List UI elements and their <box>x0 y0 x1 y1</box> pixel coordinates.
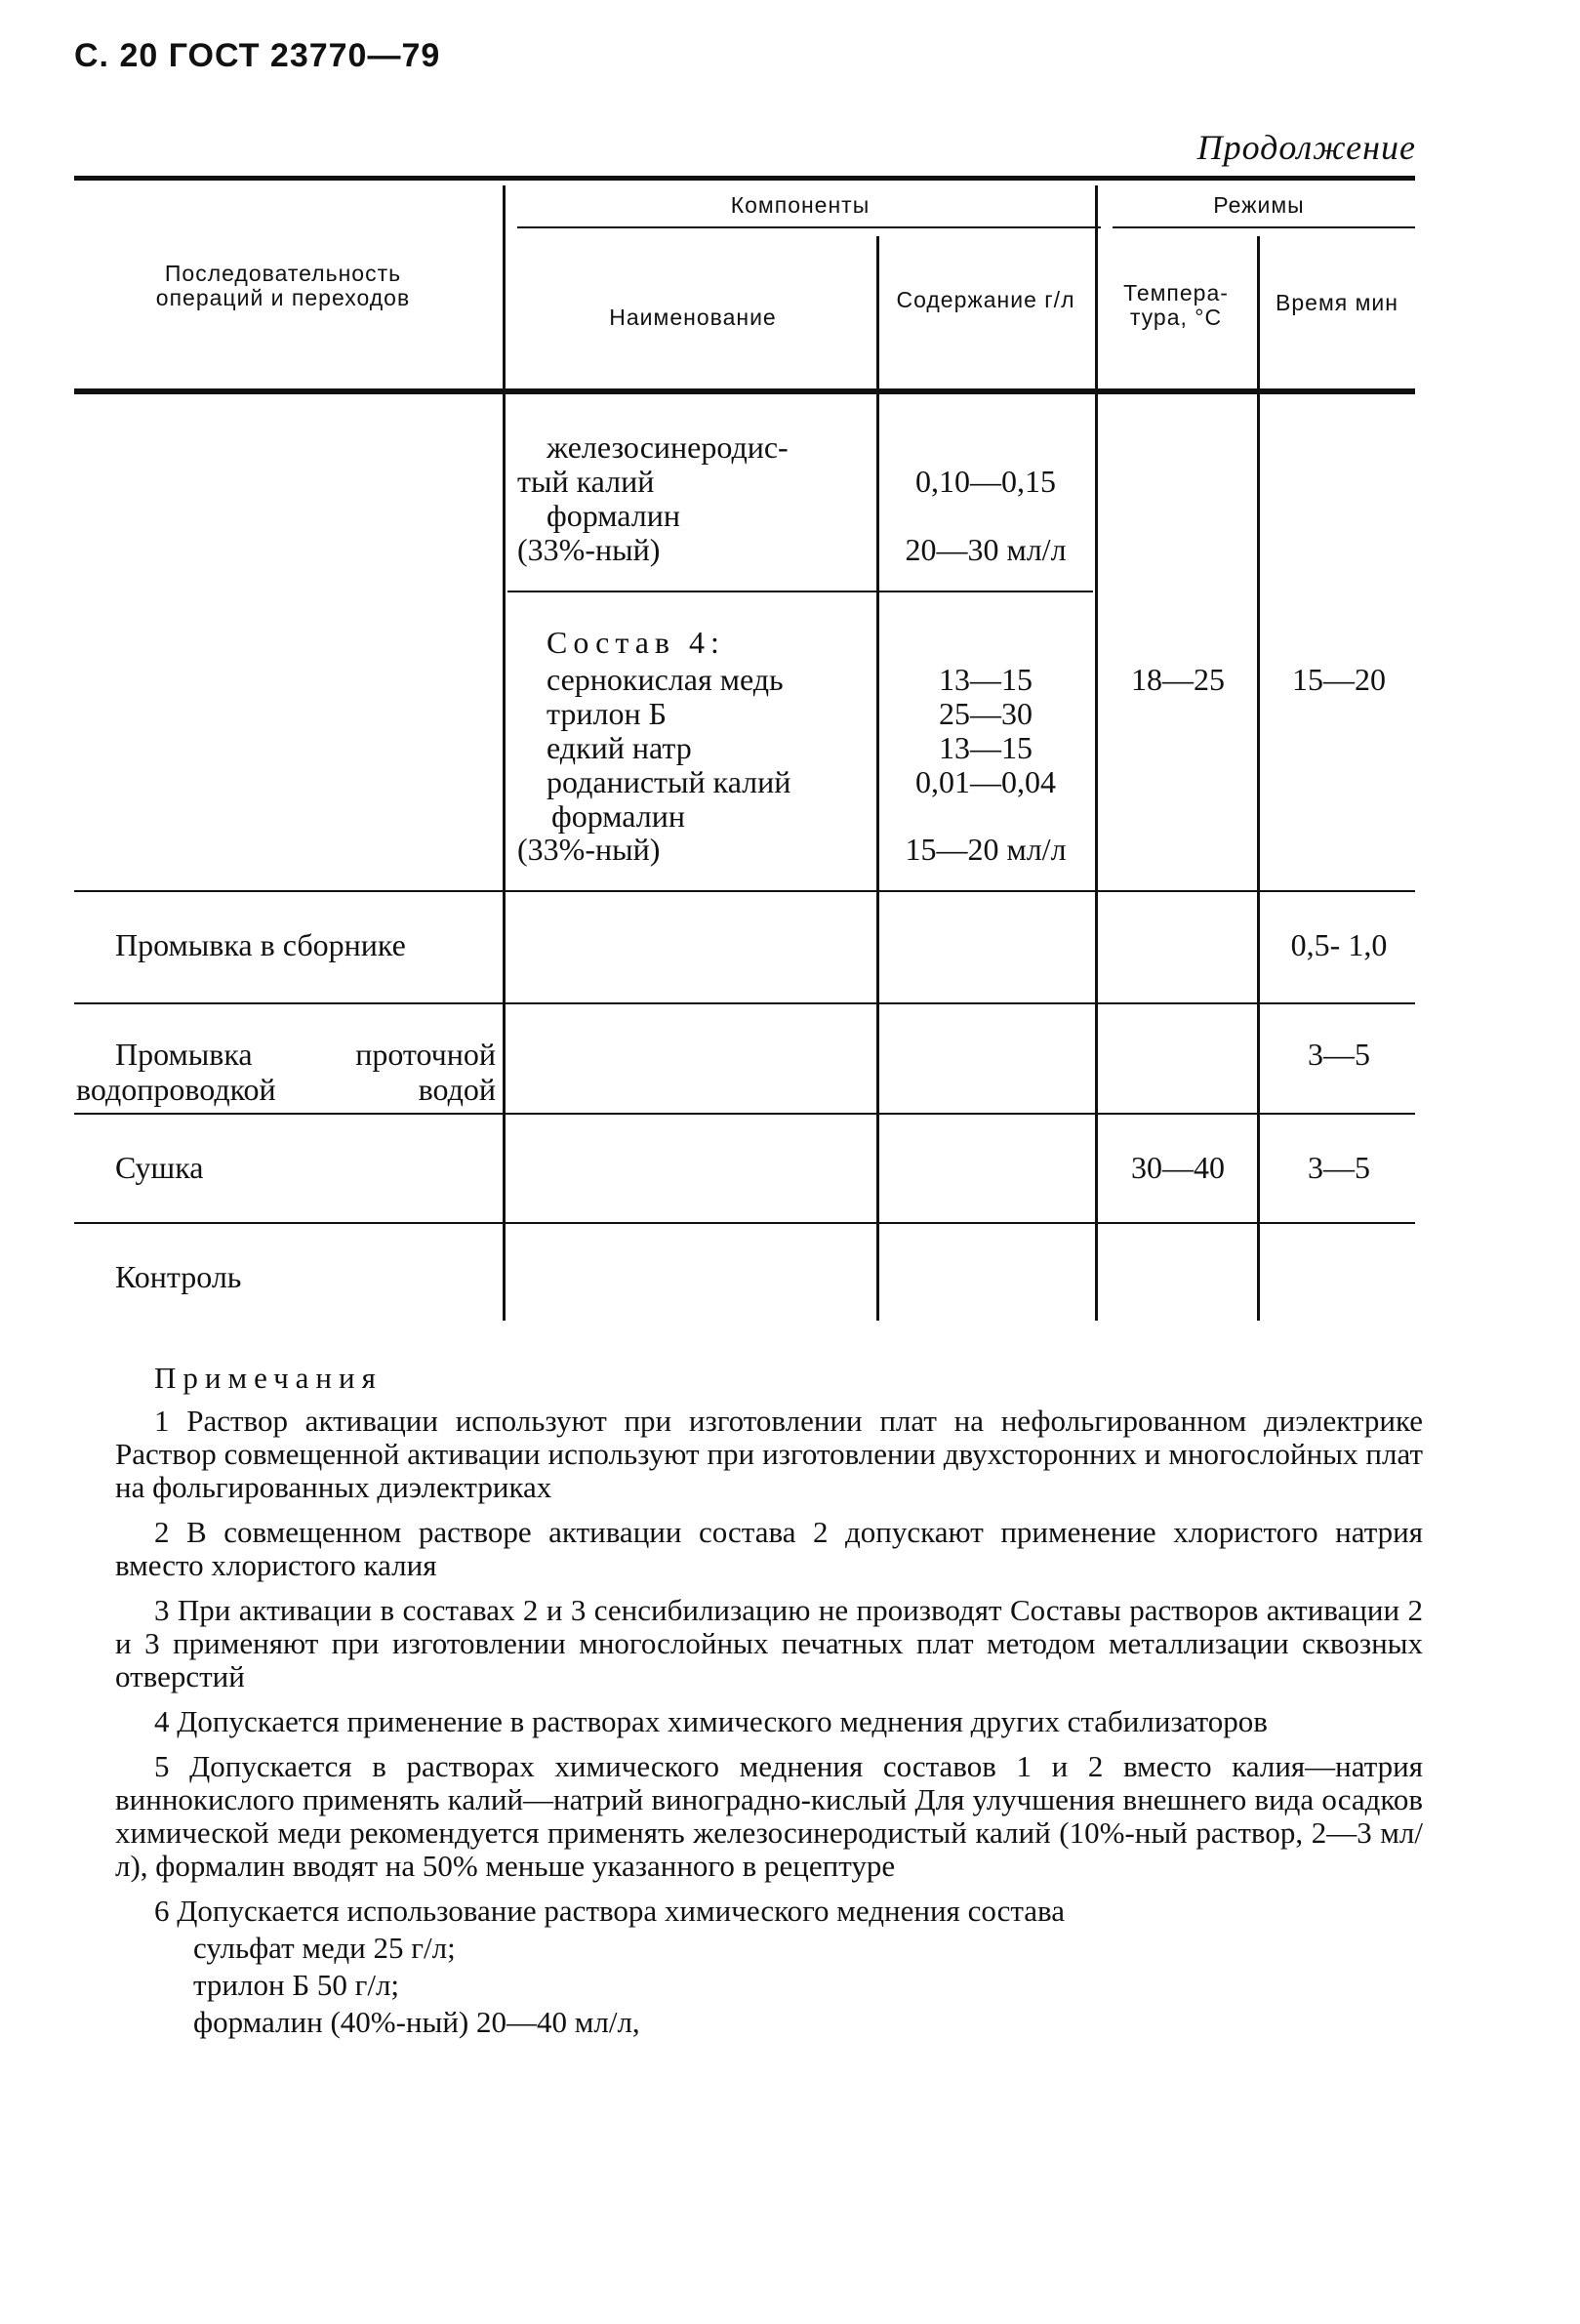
table-top-rule <box>74 176 1415 181</box>
component-content: 0,10—0,15 <box>915 464 1056 499</box>
note-item: 5 Допускается в растворах химического меднения составов 1 и 2 вместо калия—натрия виннокислого применять калий—натрий виноградно-кислый Для улучшения внешнего вида осадков химической меди рекомендуется применять железосинеродистый калий (10%-ный раствор, 2—3 мл/л), формалин вводят на 50% меньше указанного в рецептуре <box>115 1749 1423 1883</box>
components-rule <box>517 226 1101 228</box>
operation-label: Контроль <box>115 1259 242 1294</box>
note-item: 3 При активации в составах 2 и 3 сенсибилизацию не производят Составы растворов активации 2 и 3 применяют при изготовлении многослойных печатных плат методом металлизации сквозных отверстий <box>115 1593 1423 1693</box>
header-temperature: Темпера-тура, °С <box>1123 280 1229 330</box>
component-name: (33%-ный) <box>517 532 661 567</box>
component-name: едкий натр <box>547 730 692 765</box>
time-value: 3—5 <box>1308 1037 1370 1072</box>
formula-line: сульфат меди 25 г/л; <box>193 1931 456 1965</box>
note-item: 1 Раствор активации используют при изготовлении плат на нефольгированном диэлектрике Раствор совмещенной активации используют при изготовлении двухсторонних и многослойных плат на фольгированных диэлектриках <box>115 1404 1423 1504</box>
notes-title: Примечания <box>154 1361 383 1395</box>
formula-line: трилон Б 50 г/л; <box>193 1968 400 2002</box>
header-time: Время мин <box>1276 290 1398 315</box>
header-operations: Последовательность операций и переходов <box>155 261 411 310</box>
operation-label: Сушка <box>115 1150 204 1185</box>
component-name: сернокислая медь <box>547 662 784 697</box>
block-divider <box>507 591 1093 592</box>
header-content: Содержание г/л <box>896 287 1075 312</box>
time-value: 0,5- 1,0 <box>1290 927 1388 962</box>
time-value: 3—5 <box>1308 1150 1370 1185</box>
column-divider <box>503 185 506 1321</box>
header-modes: Режимы <box>1213 192 1305 218</box>
component-content: 0,01—0,04 <box>915 764 1056 799</box>
column-divider <box>1257 236 1260 1321</box>
header-components: Компоненты <box>730 192 871 218</box>
note-item: 2 В совмещенном растворе активации состава 2 допускают применение хлористого натрия вместо хлористого калия <box>115 1515 1423 1582</box>
header-name: Наименование <box>609 305 777 330</box>
component-name: тый калий <box>517 464 655 499</box>
component-content: 25—30 <box>939 696 1033 731</box>
row-divider <box>74 890 1415 892</box>
operation-label: Промывка в сборнике <box>115 927 406 962</box>
note-item: 6 Допускается использование раствора химического меднения состава <box>154 1894 1066 1928</box>
temperature-value: 30—40 <box>1131 1150 1225 1185</box>
note-item: 4 Допускается применение в растворах химического меднения других стабилизаторов <box>154 1704 1268 1738</box>
page-header: С. 20 ГОСТ 23770—79 <box>74 37 441 74</box>
column-divider <box>1095 185 1098 1321</box>
continuation-label: Продолжение <box>1196 128 1416 167</box>
row-divider <box>74 1113 1415 1115</box>
component-name: железосинеродис- <box>547 429 789 465</box>
modes-rule <box>1113 226 1415 228</box>
formula-line: формалин (40%-ный) 20—40 мл/л, <box>193 2005 640 2039</box>
composition-title: Состав 4: <box>547 625 725 660</box>
component-content: 20—30 мл/л <box>905 532 1067 567</box>
component-content: 13—15 <box>939 730 1033 765</box>
component-name: трилон Б <box>547 696 667 731</box>
component-content: 15—20 мл/л <box>905 832 1067 867</box>
row-divider <box>74 1002 1415 1004</box>
component-name: формалин <box>551 798 685 834</box>
component-content: 13—15 <box>939 662 1033 697</box>
column-divider <box>876 236 879 1321</box>
row-divider <box>74 1222 1415 1224</box>
component-name: роданистый калий <box>547 764 791 799</box>
operation-label: Промывка проточной водопроводкой водой <box>76 1037 496 1107</box>
component-name: (33%-ный) <box>517 832 661 867</box>
header-bottom-rule <box>74 388 1415 394</box>
time-value: 15—20 <box>1292 662 1386 697</box>
notes-section <box>115 1362 1423 2041</box>
component-name: формалин <box>547 498 680 533</box>
temperature-value: 18—25 <box>1131 662 1225 697</box>
